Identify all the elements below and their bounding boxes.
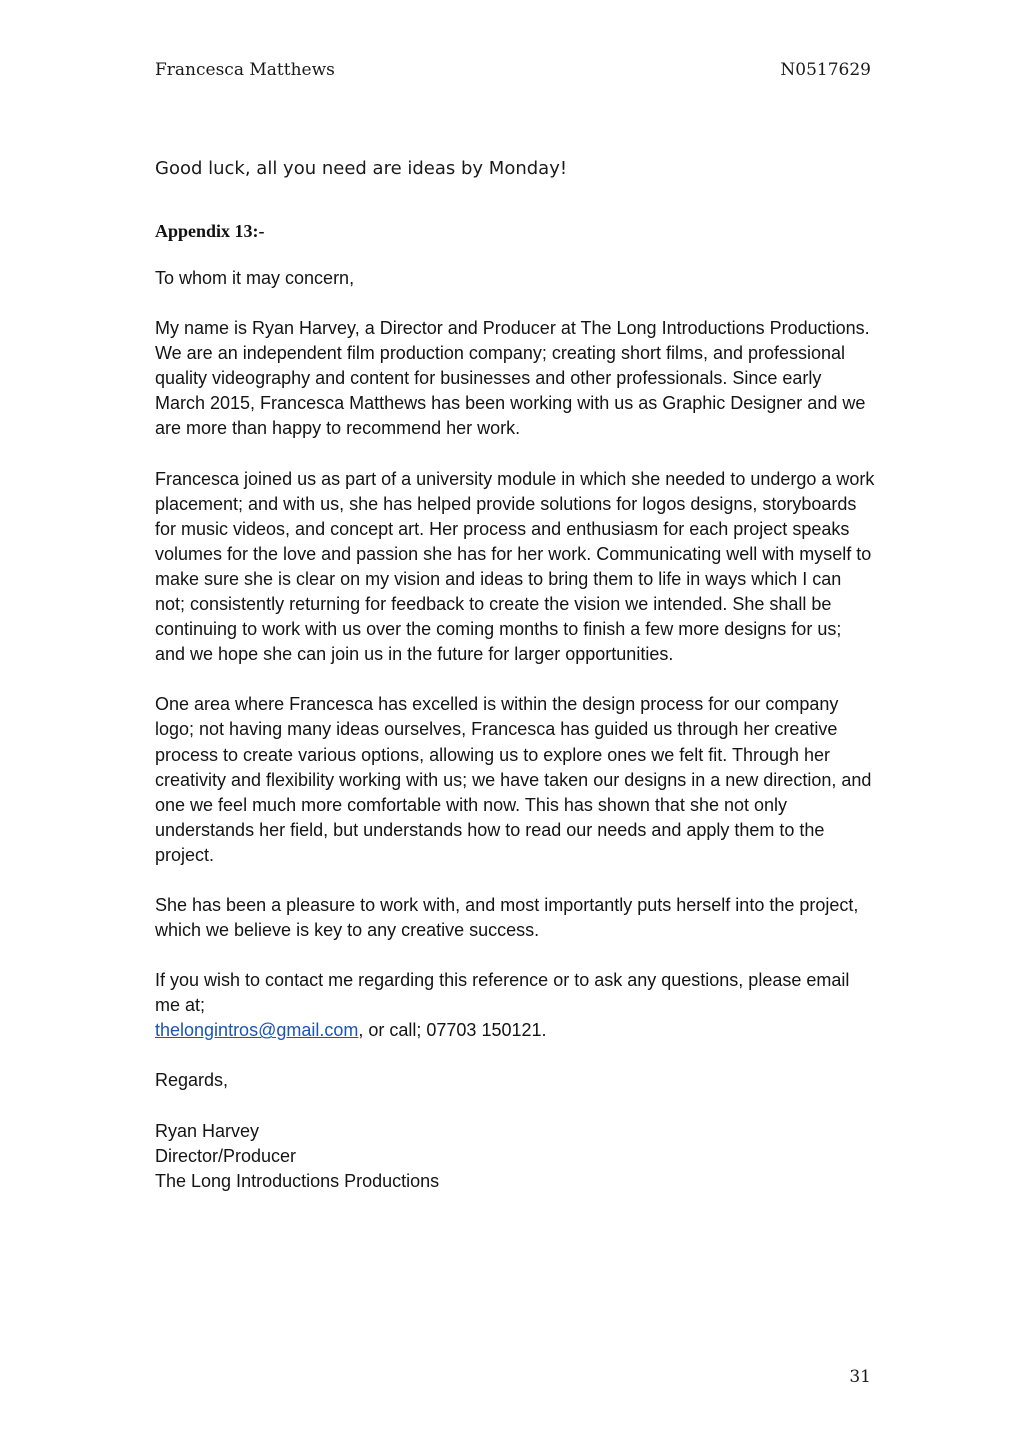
letter-paragraph-2: Francesca joined us as part of a university module in which she needed to undergo a work placement; and with us, she has helped provide solutions for logos designs, storyboards for music videos, and concept art. Her process and enthusiasm for each project speaks volumes for the love and passion she has for her work. Communicating well with myself to make sure she is clear on my vision and ideas to bring them to life in ways which I can not; consistently returning for feedback to create the vision we intended. She shall be continuing to work with us over the coming months to finish a few more designs for us; and we hope she can join us in the future for larger opportunities. (155, 468, 875, 665)
letter-contact (155, 968, 875, 1043)
letter-paragraph-1: My name is Ryan Harvey, a Director and Producer at The Long Introductions Productions. We are an independent film production company; creating short films, and professional quality videography and content for businesses and other professionals. Since early March 2015, Francesca Matthews has been working with us as Graphic Designer and we are more than happy to recommend her work. (155, 318, 870, 439)
page-header (155, 60, 871, 88)
signature-title: Director/Producer (155, 1145, 297, 1166)
header-author: Francesca Matthews (155, 60, 335, 80)
letter-paragraph-3: One area where Francesca has excelled is within the design process for our company logo; not having many ideas ourselves, Francesca has guided us through her creative process to create various options, allowing us to explore ones we felt fit. Through her creativity and flexibility working with us; we have taken our designs in a new direction, and one we feel much more comfortable with now. This has shown that she not only understands her field, but understands how to read our needs and apply them to the project. (155, 694, 872, 865)
page-number: 31 (849, 1367, 871, 1387)
header-student-id: N0517629 (780, 60, 871, 80)
letter-salutation: To whom it may concern, (155, 268, 355, 288)
contact-text: If you wish to contact me regarding this reference or to ask any questions, please email me at; (155, 970, 850, 1016)
letter-closing: Regards, (155, 1070, 229, 1091)
contact-email-link[interactable]: thelongintros@gmail.com (155, 1020, 359, 1041)
reference-letter (155, 266, 875, 1219)
contact-phone-text: , or call; 07703 150121. (358, 1020, 547, 1041)
appendix-heading: Appendix 13:- (155, 221, 265, 241)
letter-paragraph-4: She has been a pleasure to work with, and most importantly puts herself into the project, which we believe is key to any creative success. (155, 894, 859, 941)
intro-line: Good luck, all you need are ideas by Monday! (155, 158, 568, 179)
signature-company: The Long Introductions Productions (155, 1170, 440, 1191)
signature-name: Ryan Harvey (155, 1120, 260, 1141)
letter-signature (155, 1119, 875, 1194)
